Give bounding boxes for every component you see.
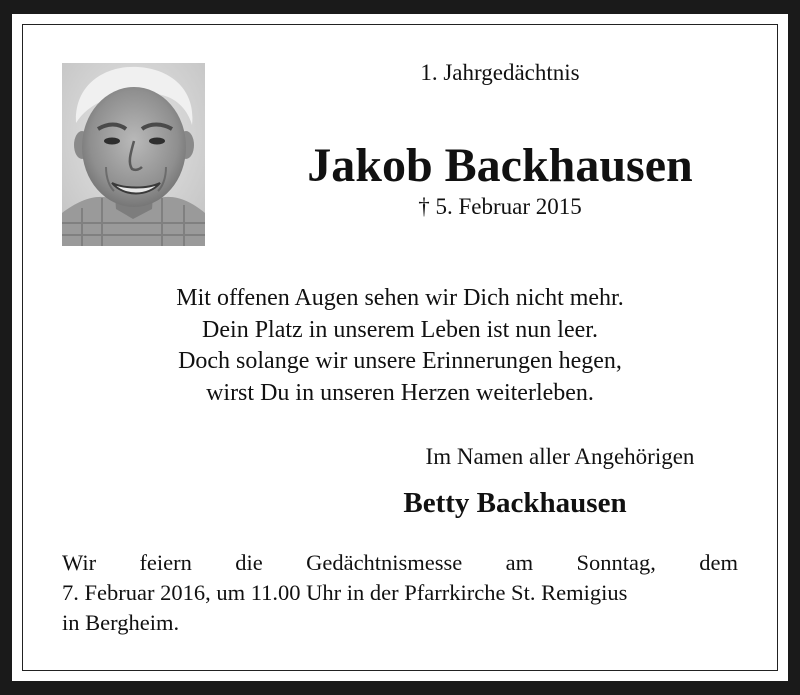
notice-word: die — [235, 550, 263, 575]
notice-word: feiern — [139, 550, 192, 575]
poem-line: Mit offenen Augen sehen wir Dich nicht mehr. — [176, 285, 624, 311]
notice-word: Gedächtnismesse — [306, 550, 463, 575]
mass-notice — [62, 548, 738, 638]
notice-word: dem — [699, 550, 738, 575]
anniversary-heading: 1. Jahrgedächtnis — [420, 60, 580, 85]
portrait-photo — [62, 63, 205, 246]
poem-line: Doch solange wir unsere Erinnerungen hegen, — [178, 348, 622, 374]
poem-line: Dein Platz in unserem Leben ist nun leer. — [202, 316, 598, 343]
poem-line: wirst Du in unseren Herzen weiterleben. — [206, 379, 594, 406]
deceased-name: Jakob Backhausen — [307, 139, 693, 192]
notice-word: Wir — [62, 550, 97, 575]
memorial-poem — [60, 283, 740, 409]
notice-line-2: 7. Februar 2016, um 11.00 Uhr in der Pfarrkirche St. Remigius — [62, 580, 628, 605]
signer-name: Betty Backhausen — [403, 487, 627, 519]
notice-word: am — [505, 550, 534, 575]
notice-line-3: in Bergheim. — [62, 610, 180, 635]
signature-intro: Im Namen aller Angehörigen — [425, 444, 695, 469]
notice-line-1 — [62, 548, 738, 578]
notice-word: Sonntag, — [576, 550, 656, 575]
death-date: † 5. Februar 2015 — [418, 194, 582, 219]
